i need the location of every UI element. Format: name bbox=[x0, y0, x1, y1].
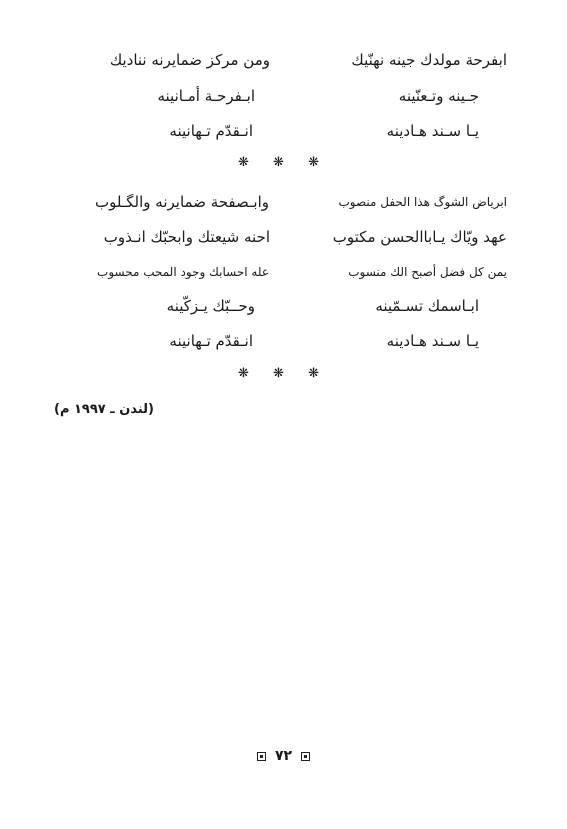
verse-right: جـينه وتـعنّينه bbox=[398, 87, 479, 105]
page-number-footer bbox=[0, 748, 567, 764]
separator-stars: ❋ ❋ ❋ bbox=[238, 155, 329, 170]
verse-right: ابفرحة مولدك جينه نهنّيك bbox=[351, 51, 507, 69]
verse-left: انـقدّم تـهانينه bbox=[169, 332, 253, 350]
verse-left: احنه شيعتك وابحبّك انـذوب bbox=[103, 228, 270, 246]
verse-left: وحــبّك يـزكّينه bbox=[166, 297, 255, 315]
verse-left: انـقدّم تـهانينه bbox=[169, 122, 253, 140]
verse-left: وابـصفحة ضمايرنه والگـلوب bbox=[95, 193, 269, 211]
verse-right: يمن كل فضل أصبح الك منسوب bbox=[348, 265, 507, 279]
verse-right: ابـاسمك تسـمّينه bbox=[375, 297, 479, 315]
date-note: (لندن ـ ١٩٩٧ م) bbox=[54, 402, 154, 417]
square-ornament-icon bbox=[301, 752, 310, 761]
verse-left: ومن مركز ضمايرنه نناديك bbox=[109, 51, 270, 69]
page-number: ٧٢ bbox=[274, 748, 293, 764]
verse-right: يـا سـند هـادينه bbox=[386, 332, 479, 350]
verse-right: ابرياض الشوگ هذا الحفل منصوب bbox=[338, 195, 507, 209]
verse-right: يـا سـند هـادينه bbox=[386, 122, 479, 140]
verse-right: عهد ويّاك يـاباالحسن مكتوب bbox=[332, 228, 507, 246]
separator-stars: ❋ ❋ ❋ bbox=[238, 366, 329, 381]
verse-left: ابـفرحـة أمـانينه bbox=[157, 87, 255, 105]
verse-left: عله احسابك وجود المحب محسوب bbox=[97, 265, 269, 279]
square-ornament-icon bbox=[257, 752, 266, 761]
